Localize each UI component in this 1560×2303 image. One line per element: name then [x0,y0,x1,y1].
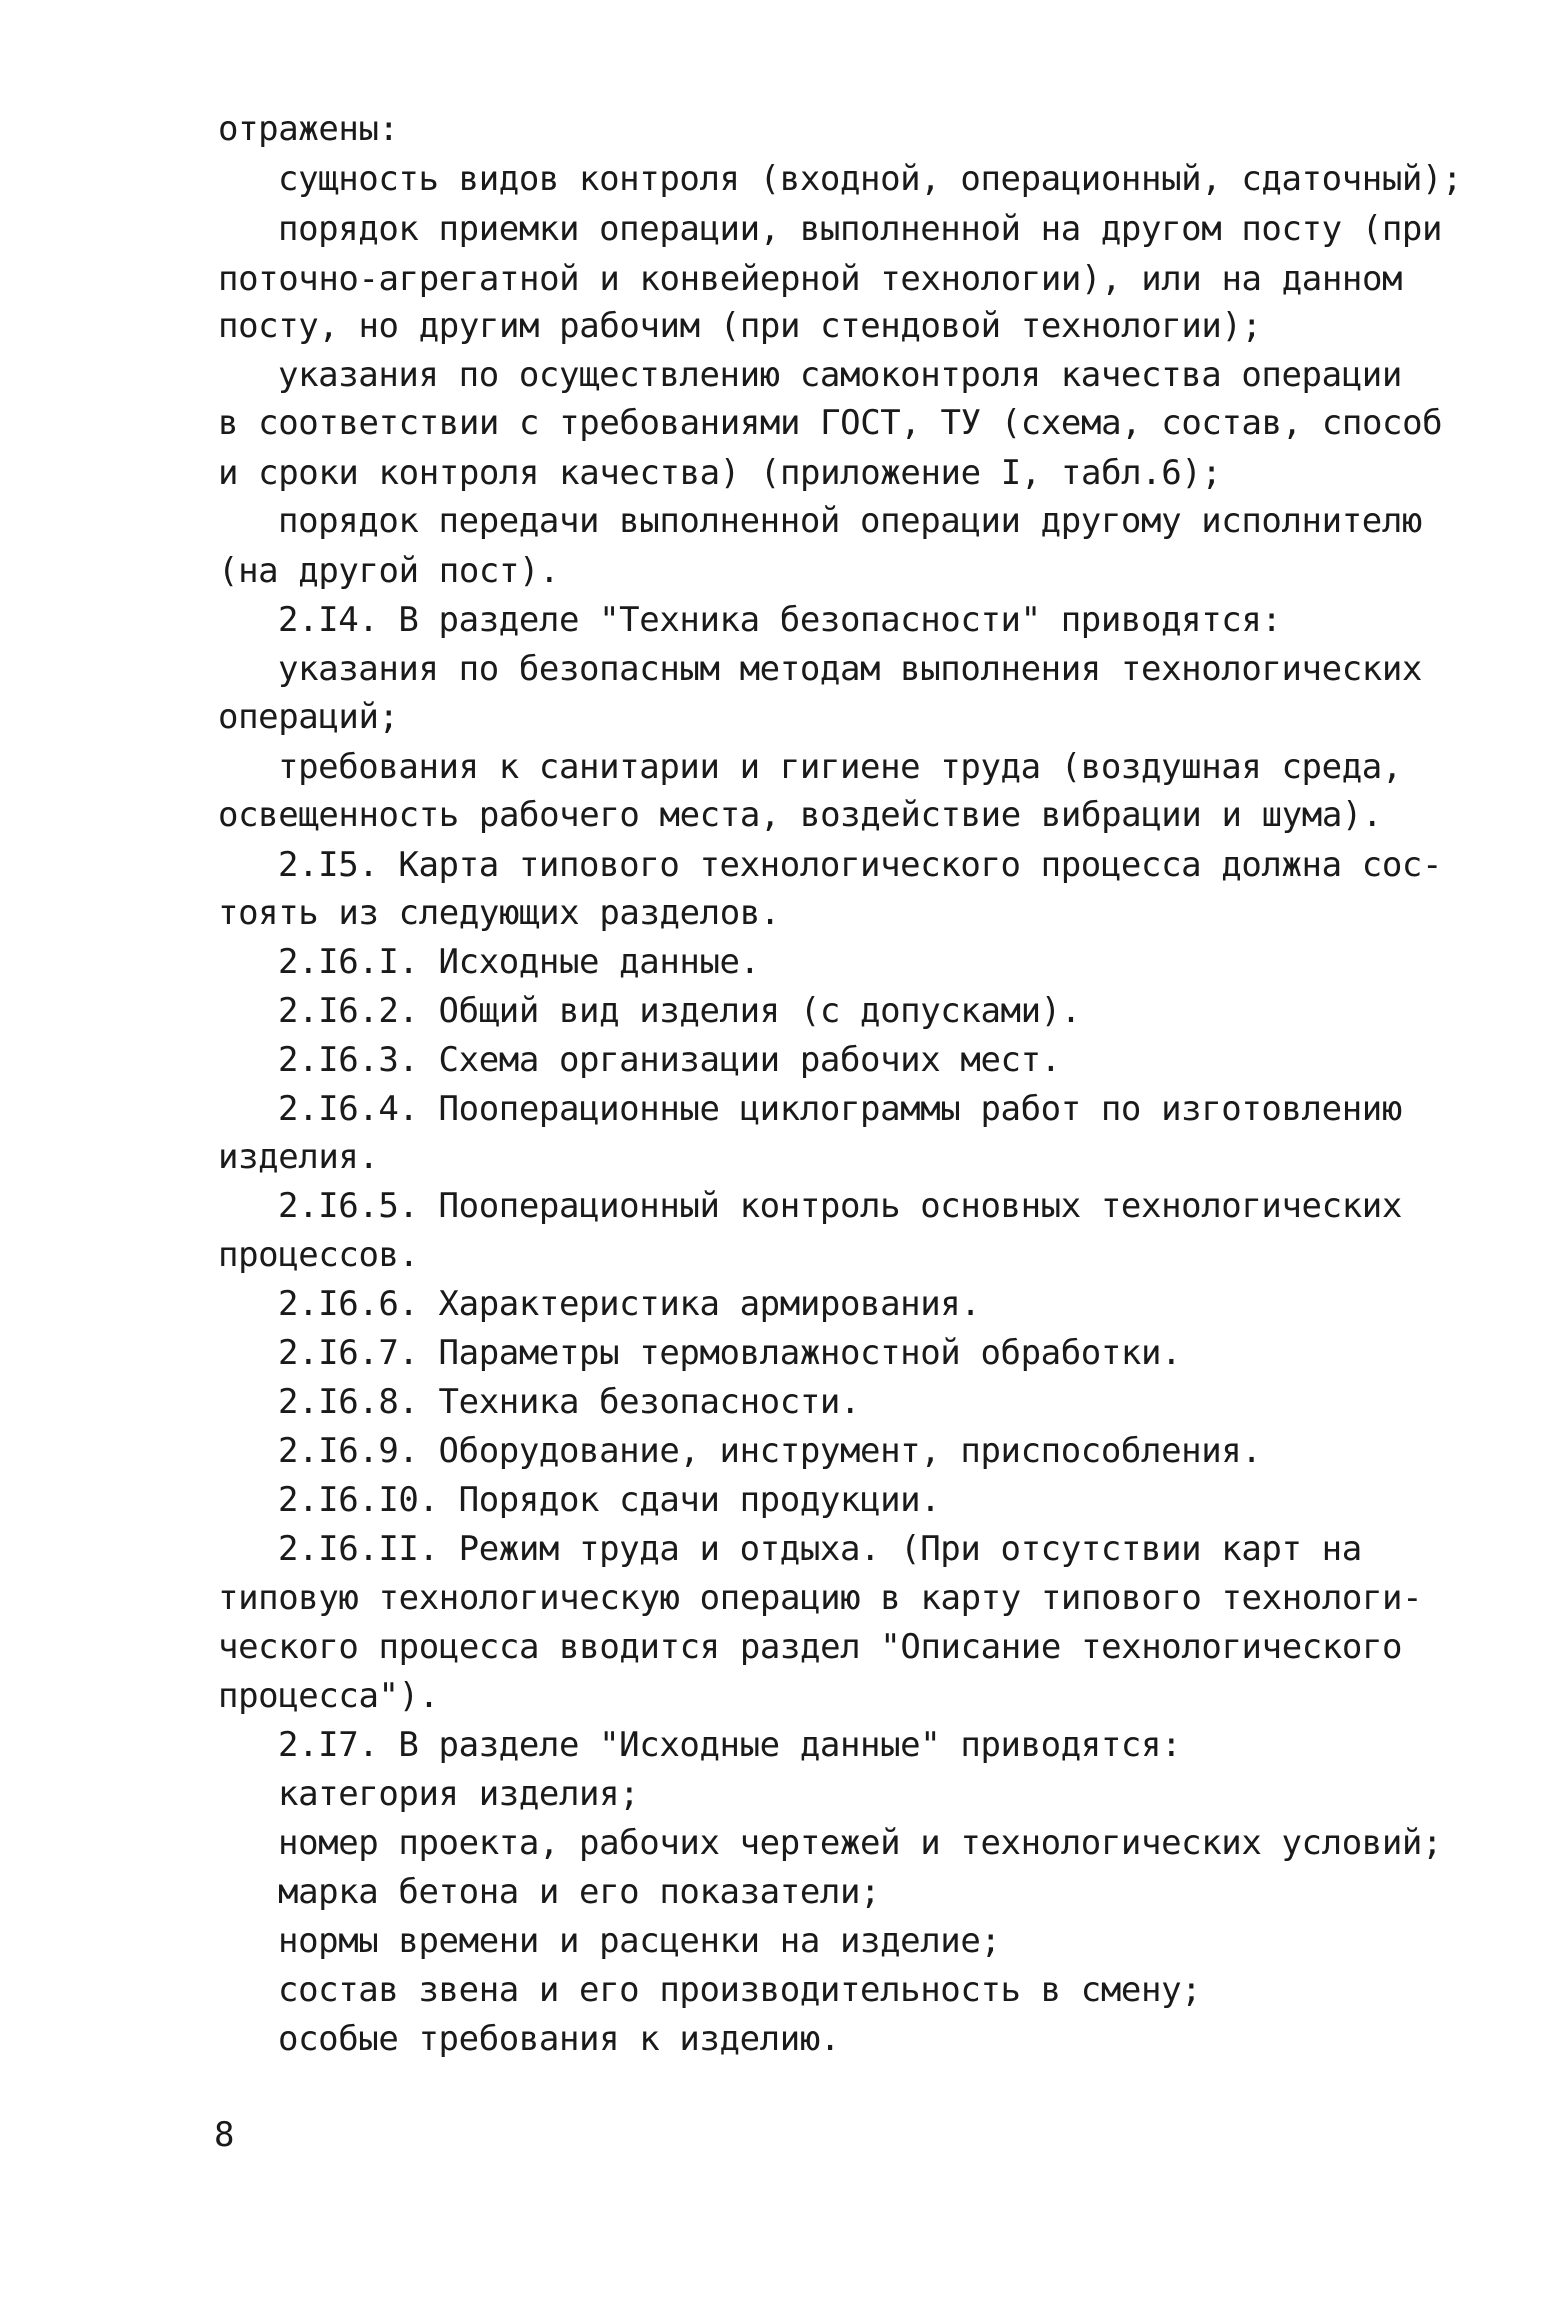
text-line: указания по безопасным методам выполнения технологических [278,649,1422,689]
text-line: тоять из следующих разделов. [218,893,780,933]
text-line: и сроки контроля качества) (приложение I, табл.6); [218,453,1222,493]
text-line: 2.I6.I0. Порядок сдачи продукции. [278,1480,941,1520]
text-line: номер проекта, рабочих чертежей и технологических условий; [278,1823,1443,1863]
text-line: порядок передачи выполненной операции другому исполнителю [278,501,1422,541]
text-line: сущность видов контроля (входной, операционный, сдаточный); [278,159,1463,199]
text-line: операций; [218,697,399,737]
text-line: процесса"). [218,1676,439,1716]
text-line: 2.I7. В разделе "Исходные данные" приводятся: [278,1725,1182,1765]
text-line: марка бетона и его показатели; [278,1872,881,1912]
text-line: 2.I4. В разделе "Техника безопасности" приводятся: [278,600,1282,640]
text-line: в соответствии с требованиями ГОСТ, ТУ (схема, состав, способ [218,403,1443,443]
text-line: нормы времени и расценки на изделие; [278,1921,1001,1961]
text-line: 2.I6.6. Характеристика армирования. [278,1284,981,1324]
text-line: 2.I6.4. Пооперационные циклограммы работ по изготовлению [278,1089,1402,1129]
text-line: 2.I6.5. Пооперационный контроль основных технологических [278,1186,1402,1226]
text-line: 2.I6.9. Оборудование, инструмент, приспособления. [278,1431,1262,1471]
text-line: категория изделия; [278,1774,640,1814]
text-line: поточно-агрегатной и конвейерной технологии), или на данном [218,259,1403,299]
text-line: указания по осуществлению самоконтроля качества операции [278,355,1402,395]
text-line: освещенность рабочего места, воздействие вибрации и шума). [218,795,1383,835]
page-number: 8 [214,2115,235,2155]
text-line: типовую технологическую операцию в карту типового технологи- [218,1578,1423,1618]
text-line: 2.I6.II. Режим труда и отдыха. (При отсутствии карт на [278,1529,1362,1569]
text-line: 2.I5. Карта типового технологического процесса должна сос- [278,845,1443,885]
text-line: ческого процесса вводится раздел "Описание технологического [218,1627,1403,1667]
text-line: требования к санитарии и гигиене труда (воздушная среда, [278,747,1402,787]
text-line: особые требования к изделию. [278,2019,840,2059]
text-line: 2.I6.3. Схема организации рабочих мест. [278,1040,1061,1080]
text-line: (на другой пост). [218,551,560,591]
text-line: 2.I6.2. Общий вид изделия (с допусками). [278,991,1081,1031]
text-line: 2.I6.7. Параметры термовлажностной обработки. [278,1333,1182,1373]
text-line: 2.I6.I. Исходные данные. [278,942,760,982]
text-line: процессов. [218,1235,419,1275]
text-line: посту, но другим рабочим (при стендовой технологии); [218,306,1262,346]
text-line: порядок приемки операции, выполненной на другом посту (при [278,209,1443,249]
text-line: отражены: [218,109,399,149]
text-line: состав звена и его производительность в смену; [278,1970,1202,2010]
text-line: 2.I6.8. Техника безопасности. [278,1382,861,1422]
text-line: изделия. [218,1137,379,1177]
